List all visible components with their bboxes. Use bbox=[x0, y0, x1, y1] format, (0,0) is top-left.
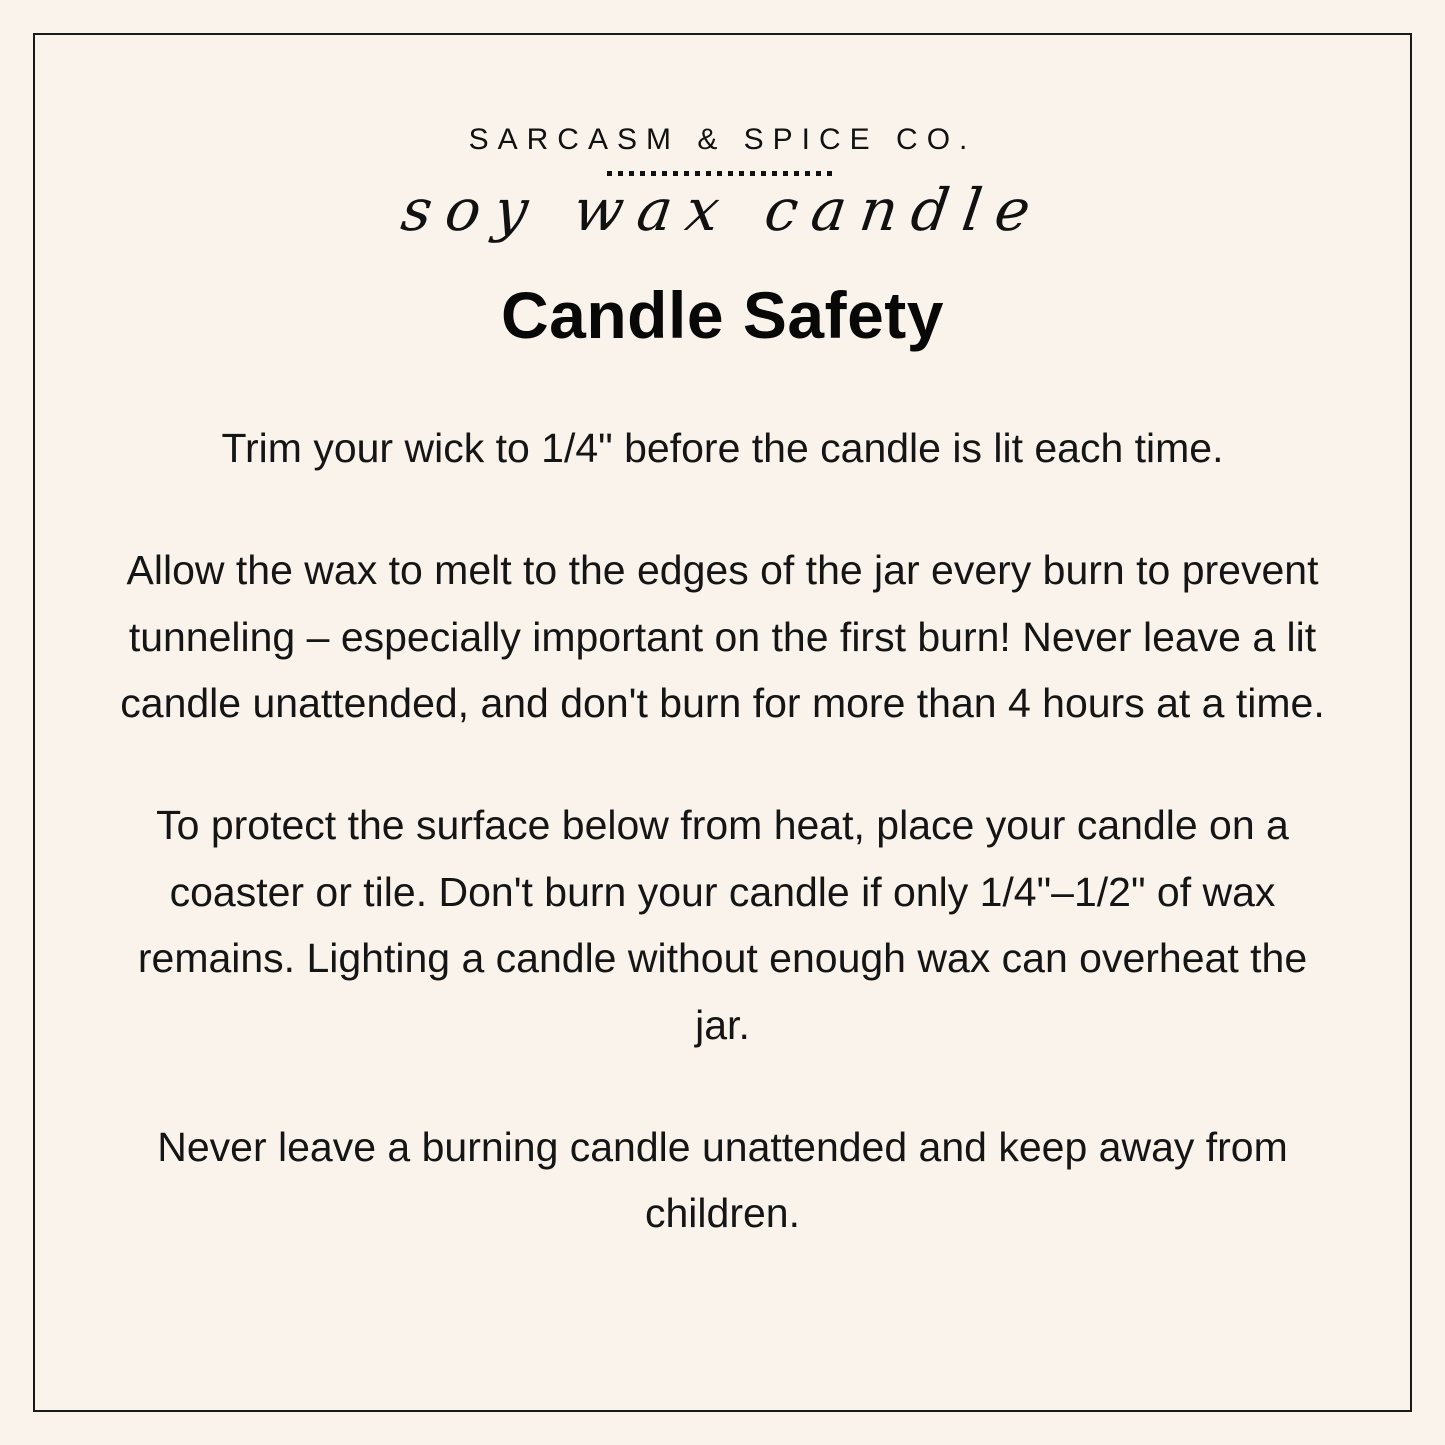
safety-paragraph: Trim your wick to 1/4" before the candle is lit each time. bbox=[221, 424, 1224, 471]
page-title: Candle Safety bbox=[501, 277, 944, 352]
product-subtitle: soy wax candle bbox=[397, 176, 1049, 244]
safety-paragraph: Never leave a burning candle unattended and keep away from children. bbox=[157, 1124, 1288, 1237]
candle-safety-card bbox=[33, 33, 1412, 1412]
safety-instructions bbox=[115, 415, 1330, 1247]
safety-paragraph: Allow the wax to melt to the edges of the jar every burn to prevent tunneling – especially important on the first burn! Never leave a lit candle unattended, and don't burn for more than 4 hours at a time. bbox=[120, 547, 1325, 727]
safety-paragraph: To protect the surface below from heat, place your candle on a coaster or tile. Don't burn your candle if only 1/4"–1/2" of wax remains. Lighting a candle without enough wax can overheat the jar. bbox=[137, 802, 1308, 1048]
brand-name: SARCASM & SPICE CO. bbox=[468, 123, 977, 156]
